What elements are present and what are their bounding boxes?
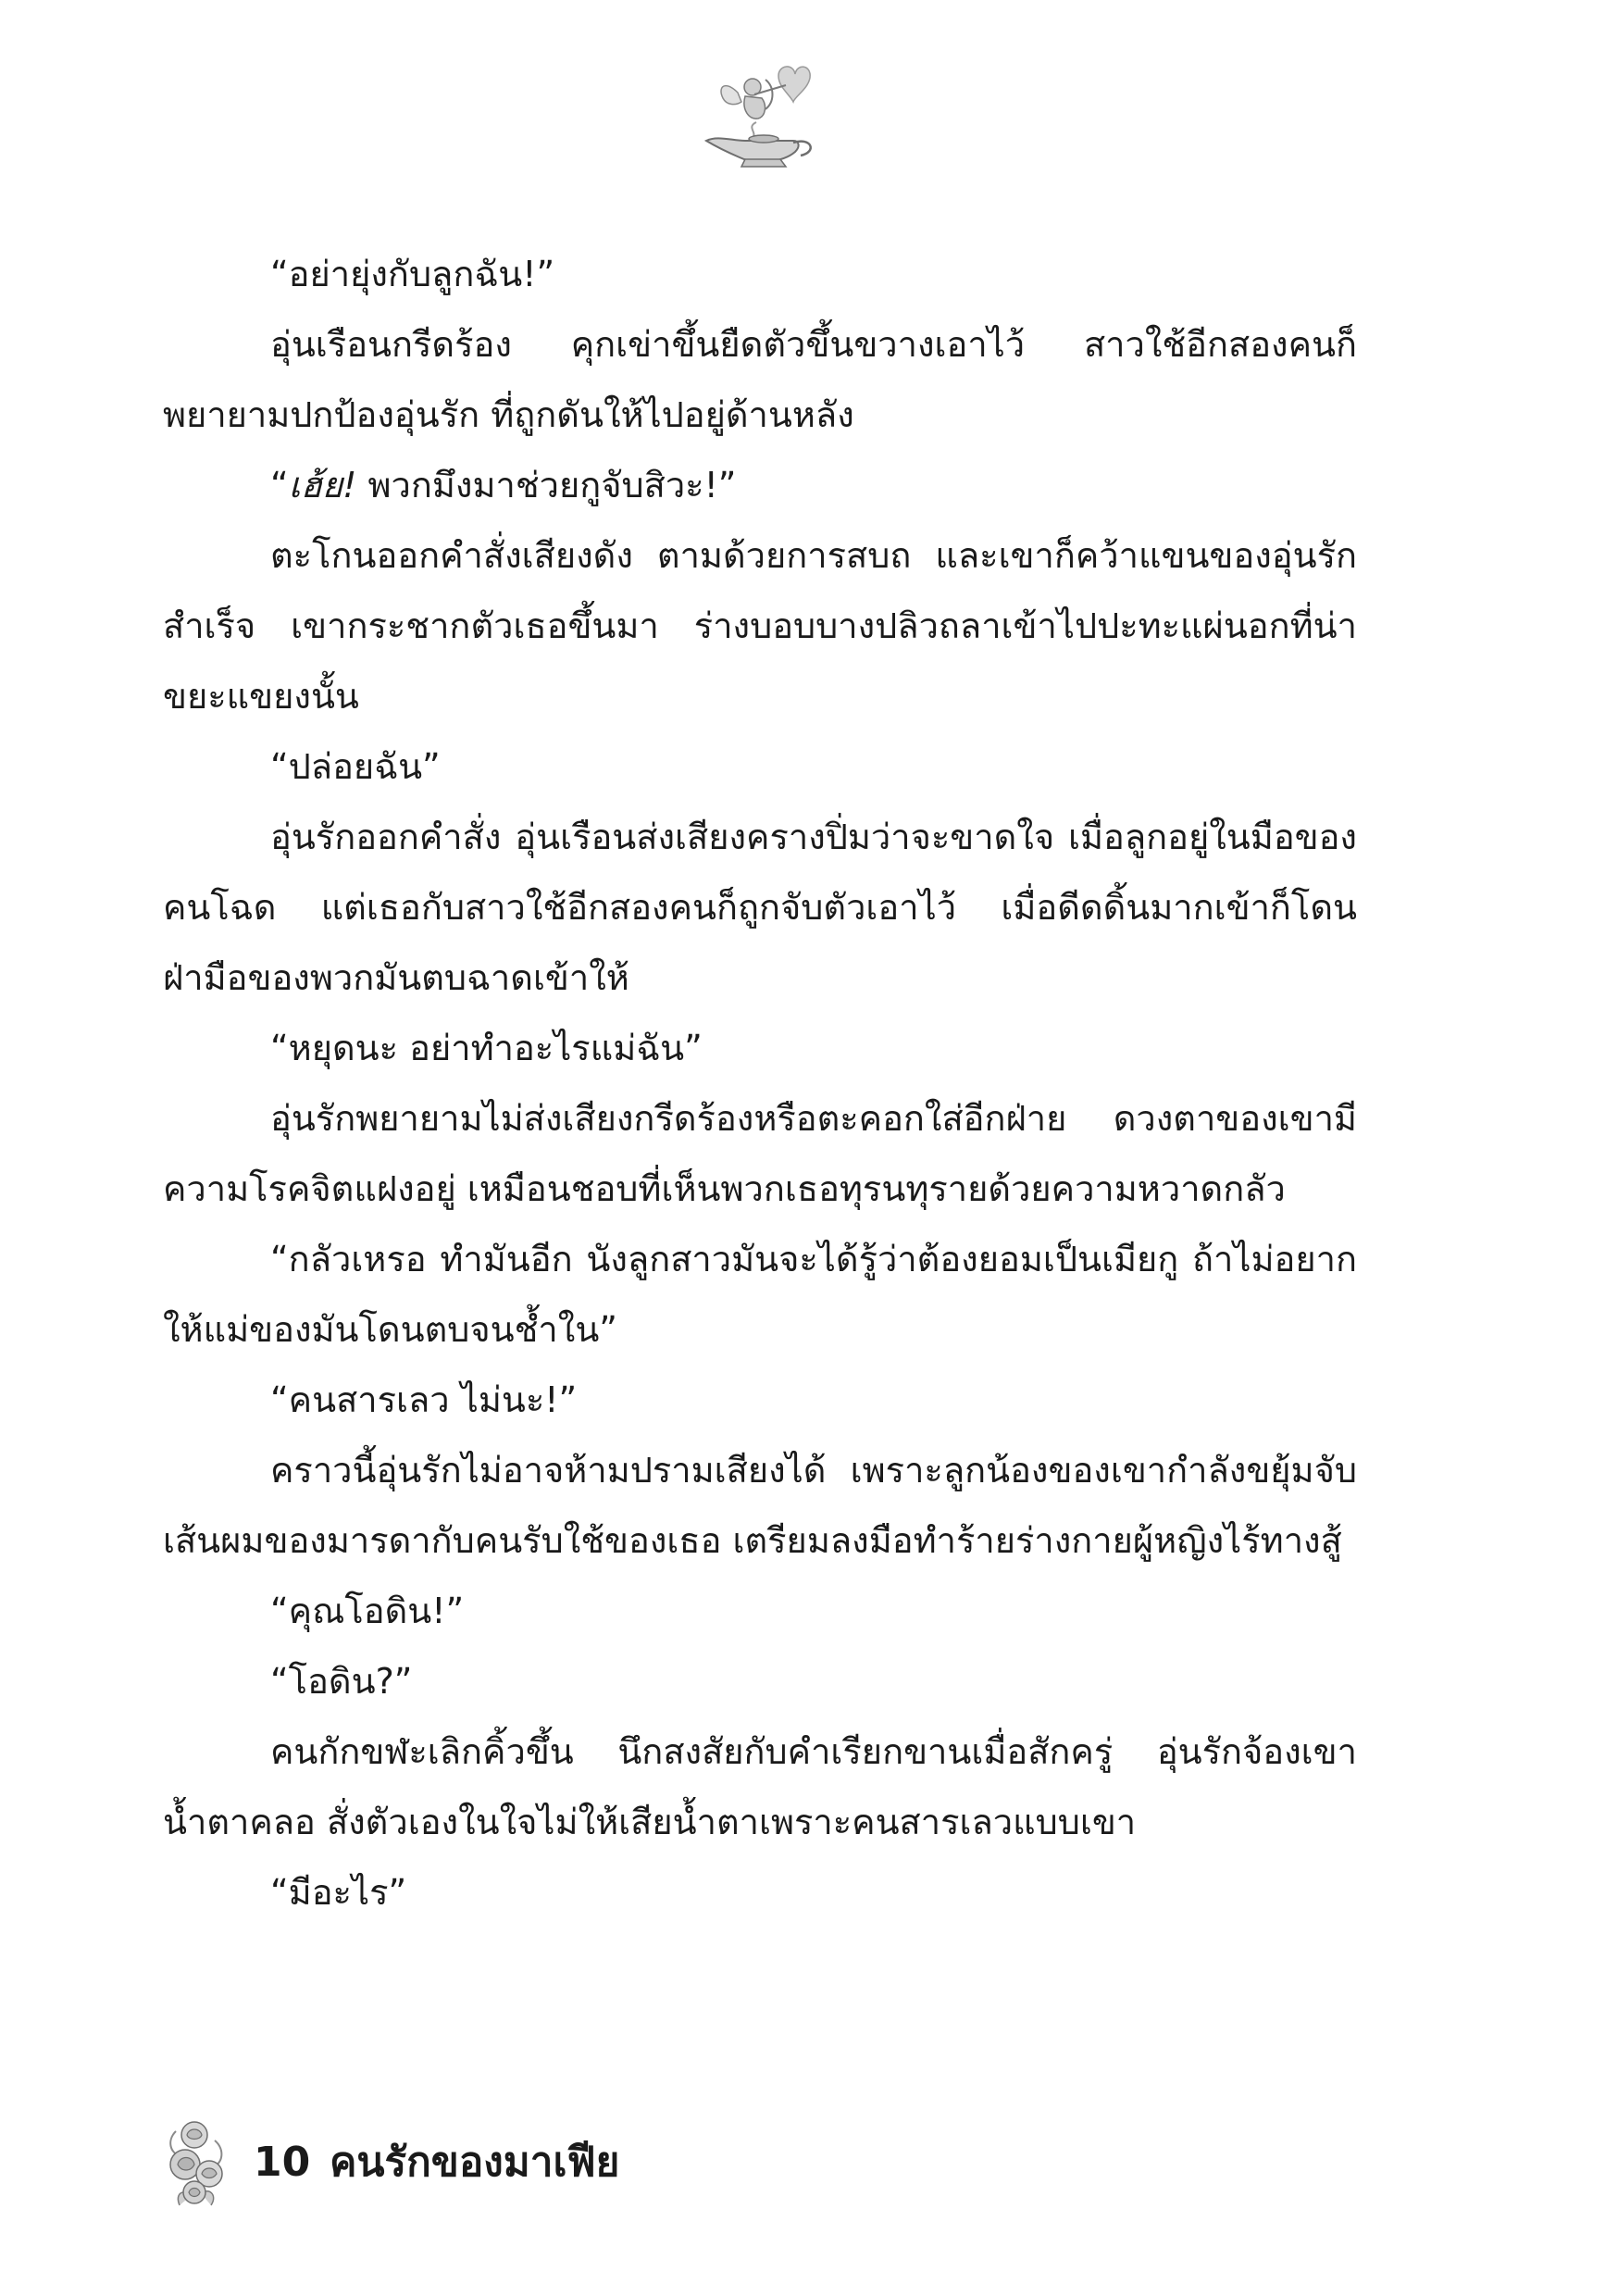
page-footer xyxy=(157,2113,805,2215)
paragraph: “โอดิน?” xyxy=(270,1661,413,1702)
book-title: คนรักของมาเฟีย xyxy=(330,2139,620,2186)
paragraph: “ปล่อยฉัน” xyxy=(270,746,441,787)
rose-bouquet-icon xyxy=(157,2113,237,2215)
paragraph: อุ่นรักออกคำสั่ง อุ่นเรือนส่งเสียงครางปิ่มว่าจะขาดใจ เมื่อลูกอยู่ในมือของคนโฉด แต่เธอกับสาวใช้อีกสองคนก็ถูกจับตัวเอาไว้ เมื่อดีดดิ้นมากเข้าก็โดนฝ่ามือของพวกมันตบฉาดเข้าให้ xyxy=(163,817,1357,998)
paragraph: “คุณโอดิน!” xyxy=(270,1591,465,1631)
body-text xyxy=(163,239,1357,1928)
rose-bouquet-icon-svg xyxy=(157,2113,237,2215)
paragraph: อุ่นรักพยายามไม่ส่งเสียงกรีดร้องหรือตะคอกใส่อีกฝ่าย ดวงตาของเขามีความโรคจิตแฝงอยู่ เหมือนชอบที่เห็นพวกเธอทุรนทุรายด้วยความหวาดกลัว xyxy=(163,1098,1357,1209)
paragraph: คนกักขฬะเลิกคิ้วขึ้น นึกสงสัยกับคำเรียกขานเมื่อสักครู่ อุ่นรักจ้องเขาน้ำตาคลอ สั่งตัวเองในใจไม่ให้เสียน้ำตาเพราะคนสารเลวแบบเขา xyxy=(163,1731,1357,1842)
paragraph xyxy=(163,450,1357,520)
paragraph: อุ่นเรือนกรีดร้อง คุกเข่าขึ้นยืดตัวขึ้นขวางเอาไว้ สาวใช้อีกสองคนก็พยายามปกป้องอุ่นรัก ที่ถูกดันให้ไปอยู่ด้านหลัง xyxy=(163,324,1357,435)
quote-open: “ xyxy=(270,465,289,505)
paragraph: “อย่ายุ่งกับลูกฉัน!” xyxy=(270,254,555,294)
paragraph: “มีอะไร” xyxy=(270,1872,407,1913)
paragraph: “คนสารเลว ไม่นะ!” xyxy=(270,1379,578,1420)
emphasis-text: เฮ้ย! xyxy=(288,465,357,505)
paragraph: “หยุดนะ อย่าทำอะไรแม่ฉัน” xyxy=(270,1028,703,1068)
cupid-lamp-icon xyxy=(690,56,828,171)
cupid-lamp-icon-svg xyxy=(690,56,828,171)
paragraph-text: พวกมึงมาช่วยกูจับสิวะ!” xyxy=(356,465,737,505)
paragraph: ตะโกนออกคำสั่งเสียงดัง ตามด้วยการสบถ และเขาก็คว้าแขนของอุ่นรักสำเร็จ เขากระชากตัวเธอขึ้นมา ร่างบอบบางปลิวถลาเข้าไปปะทะแผ่นอกที่น่าขยะแขยงนั้น xyxy=(163,535,1357,717)
paragraph: “กลัวเหรอ ทำมันอีก นังลูกสาวมันจะได้รู้ว่าต้องยอมเป็นเมียกู ถ้าไม่อยากให้แม่ของมันโดนตบจนช้ำใน” xyxy=(163,1239,1357,1350)
paragraph: คราวนี้อุ่นรักไม่อาจห้ามปรามเสียงได้ เพราะลูกน้องของเขากำลังขยุ้มจับเส้นผมของมารดากับคนรับใช้ของเธอ เตรียมลงมือทำร้ายร่างกายผู้หญิงไร้ทางสู้ xyxy=(163,1450,1357,1561)
page-number: 10 xyxy=(254,2139,311,2186)
